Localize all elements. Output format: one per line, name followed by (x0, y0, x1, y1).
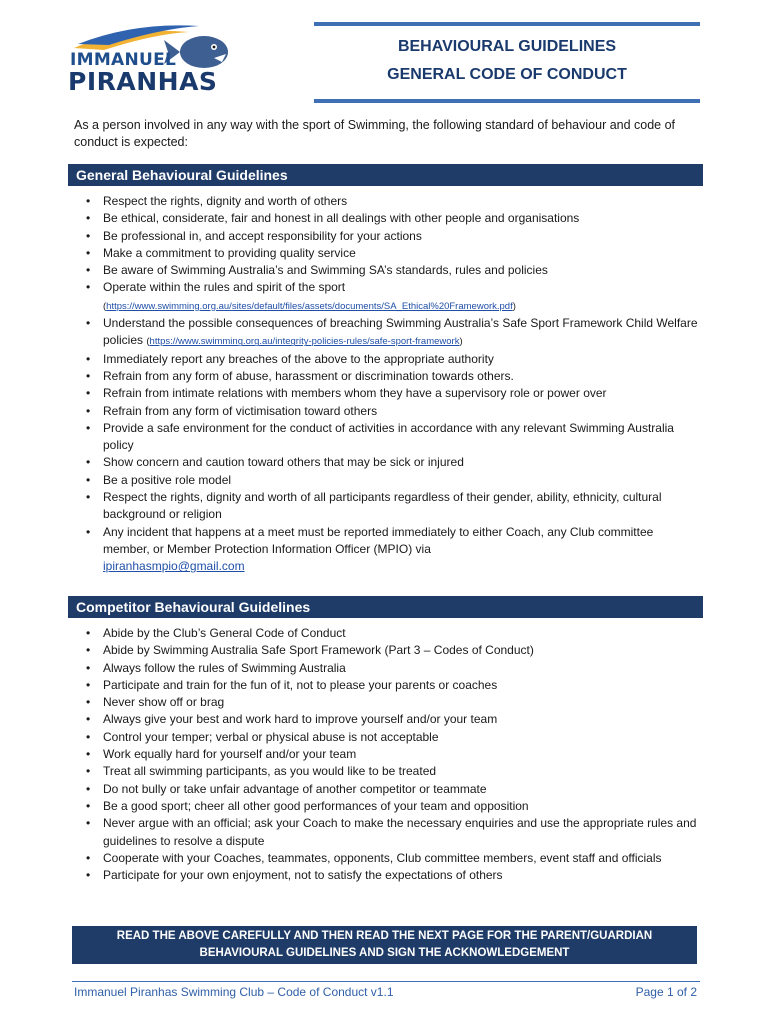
list-item: • Do not bully or take unfair advantage of another competitor or teammate (82, 781, 702, 798)
list-item: • Immediately report any breaches of the above to the appropriate authority (82, 351, 702, 368)
list-item-incident (82, 524, 702, 576)
list-item: • Be a positive role model (82, 472, 702, 489)
banner-line-2: BEHAVIOURAL GUIDELINES AND SIGN THE ACKNOWLEDGEMENT (199, 947, 570, 959)
list-item: • Make a commitment to providing quality service (82, 245, 702, 262)
banner-line-1: READ THE ABOVE CAREFULLY AND THEN READ THE NEXT PAGE FOR THE PARENT/GUARDIAN (116, 930, 653, 942)
title-line-2: GENERAL CODE OF CONDUCT (387, 66, 627, 83)
list-item: • Respect the rights, dignity and worth of others (82, 193, 702, 210)
list-item-text: Understand the possible consequences of breaching Swimming Australia’s Safe Sport Framework Child Welfare policies (103, 316, 698, 348)
list-item: • Treat all swimming participants, as you would like to be treated (82, 763, 702, 780)
list-item-text: Operate within the rules and spirit of the sport (103, 280, 346, 295)
list-item: • Always give your best and work hard to improve yourself and/or your team (82, 711, 702, 728)
list-item: • Control your temper; verbal or physical abuse is not acceptable (82, 729, 702, 746)
intro-paragraph: As a person involved in any way with the sport of Swimming, the following standard of behaviour and code of conduct is expected: (74, 118, 676, 149)
general-guidelines-list (82, 193, 702, 576)
read-carefully-banner (72, 926, 697, 964)
list-item: • Abide by the Club’s General Code of Conduct (82, 625, 702, 642)
list-item: • Provide a safe environment for the conduct of activities in accordance with any relevant Swimming Australia policy (82, 420, 702, 455)
list-item: • Abide by Swimming Australia Safe Sport Framework (Part 3 – Codes of Conduct) (82, 642, 702, 659)
ethical-framework-link[interactable]: https://www.swimming.org.au/sites/default/files/assets/documents/SA_Ethical%20Framework.pdf (106, 300, 513, 312)
competitor-guidelines-heading: Competitor Behavioural Guidelines (68, 596, 703, 618)
footer-document-name: Immanuel Piranhas Swimming Club – Code of Conduct v1.1 (74, 985, 394, 999)
list-item: • Be professional in, and accept responsibility for your actions (82, 228, 702, 245)
list-item: • Cooperate with your Coaches, teammates, opponents, Club committee members, event staff and officials (82, 850, 702, 867)
club-logo (64, 20, 239, 100)
list-item: • Be aware of Swimming Australia’s and Swimming SA’s standards, rules and policies (82, 262, 702, 279)
safe-sport-framework-link[interactable]: https://www.swimming.org.au/integrity-policies-rules/safe-sport-framework (149, 336, 460, 348)
title-bottom-rule (314, 99, 700, 103)
list-item: • Never argue with an official; ask your Coach to make the necessary enquiries and use the appropriate rules and guidelines to resolve a dispute (82, 815, 702, 850)
list-item: • Be a good sport; cheer all other good performances of your team and opposition (82, 798, 702, 815)
logo-text-piranhas: PIRANHAS (68, 67, 218, 96)
list-item-operate: • Operate within the rules and spirit of the sport (https://www.swimming.org.au/sites/default/files/assets/documents/SA_Ethical%20Framework.pdf) (82, 279, 702, 315)
list-item: • Work equally hard for yourself and/or your team (82, 746, 702, 763)
document-title (314, 22, 700, 102)
mpio-email-link[interactable]: ipiranhasmpio@gmail.com (103, 559, 245, 574)
list-item: • Be ethical, considerate, fair and honest in all dealings with other people and organisations (82, 210, 702, 227)
list-item: • Always follow the rules of Swimming Australia (82, 660, 702, 677)
list-item: • Never show off or brag (82, 694, 702, 711)
footer-rule (72, 981, 700, 982)
list-item: • Participate and train for the fun of it, not to please your parents or coaches (82, 677, 702, 694)
list-item: • Show concern and caution toward others that may be sick or injured (82, 454, 702, 471)
footer-page-number: Page 1 of 2 (635, 985, 697, 999)
competitor-guidelines-list (82, 625, 702, 884)
list-item: • Refrain from any form of abuse, harassment or discrimination towards others. (82, 368, 702, 385)
list-item: • Respect the rights, dignity and worth of all participants regardless of their gender, ability, ethnicity, cultural background or religion (82, 489, 702, 524)
logo-text-immanuel: IMMANUEL (70, 50, 177, 70)
list-item-breach: • Understand the possible consequences of breaching Swimming Australia’s Safe Sport Framework Child Welfare policies (https://www.swimming.org.au/integrity-policies-rules/safe-sport-framework) (82, 315, 702, 351)
list-item: • Refrain from any form of victimisation toward others (82, 403, 702, 420)
list-item: • Refrain from intimate relations with members whom they have a supervisory role or power over (82, 385, 702, 402)
list-item-text: Any incident that happens at a meet must be reported immediately to either Coach, any Club committee member, or Member Protection Information Officer (MPIO) via (103, 524, 654, 556)
title-line-1: BEHAVIOURAL GUIDELINES (397, 38, 617, 55)
list-item: • Participate for your own enjoyment, not to satisfy the expectations of others (82, 867, 702, 884)
general-guidelines-heading: General Behavioural Guidelines (68, 164, 703, 186)
title-top-rule (314, 22, 700, 26)
